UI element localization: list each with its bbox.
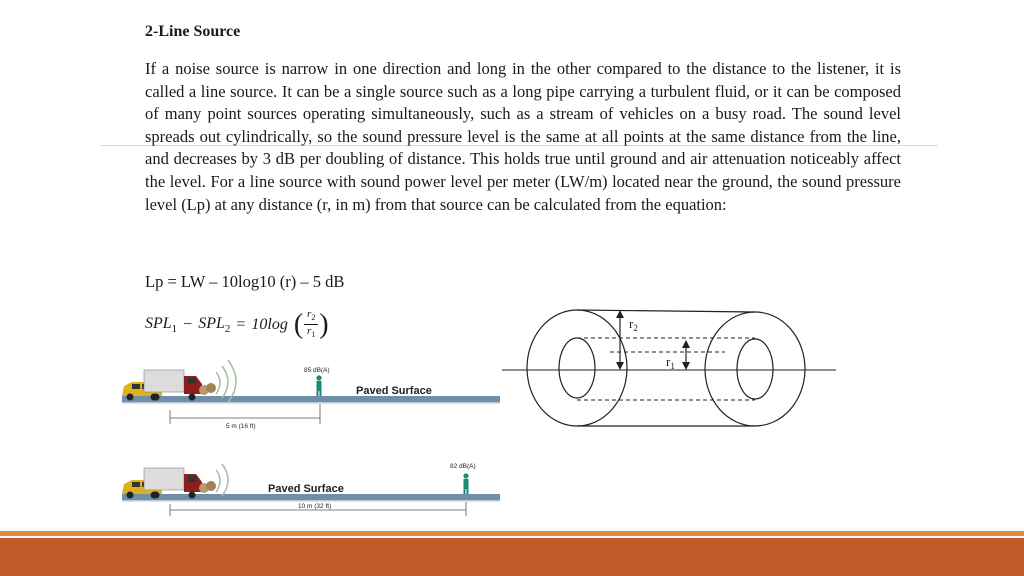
traffic-figure-near [118, 352, 500, 436]
cylinder-left-inner [559, 338, 595, 398]
footer-accent-bar [0, 531, 1024, 536]
distance-label: 5 m (16 ft) [226, 423, 256, 430]
r1-label: $r_1$ [666, 354, 675, 371]
truck-icon [144, 468, 202, 499]
road-surface [122, 396, 500, 402]
line-source-cylinder-diagram [500, 300, 840, 430]
surface-label: Paved Surface [268, 483, 344, 495]
sound-waves-icon [216, 464, 228, 496]
cylinder-right-outer [705, 312, 805, 426]
r2-label: $r_2$ [629, 316, 638, 333]
listener-person-icon [316, 375, 321, 396]
spl-term-1: $SPL_1$ [145, 314, 178, 335]
equals-sign: = [236, 315, 246, 333]
body-paragraph: If a noise source is narrow in one direction and long in the other compared to the distance to the listener, it is called a line source. It can be a single source such as a long pipe carrying a turbulent fluid, or it can be composed of many point sources operating simultaneously, such as a stream of vehicles on a busy road. The sound level spreads out cylindrically, so the sound pressure level is the same at all points at the same distance from the line, and decreases by 3 dB per doubling of distance. This holds true until ground and air attenuation noticeably affect the level. For a line source with sound power level per meter (LW/m) located near the ground, the sound pressure level (Lp) at any distance (r, in m) from that source can be calculated from the equation: [145, 59, 901, 214]
cylinder-left-outer [527, 310, 627, 426]
equation-lp: Lp = LW – 10log10 (r) – 5 dB [145, 272, 345, 291]
distance-dimension [170, 404, 320, 424]
section-heading: 2-Line Source [145, 23, 241, 40]
traffic-figure-far [118, 450, 500, 518]
level-label: 85 dB(A) [304, 367, 330, 374]
surface-label: Paved Surface [356, 385, 432, 397]
footer-bar [0, 538, 1024, 576]
listener-person-icon [463, 473, 468, 494]
level-label: 82 dB(A) [450, 463, 476, 470]
minus-sign: − [183, 315, 193, 333]
spl-term-2: $SPL_2$ [198, 314, 231, 335]
distance-label: 10 m (32 ft) [298, 503, 332, 510]
sound-waves-icon [216, 360, 236, 402]
fraction-denominator: $r_1$ [307, 325, 316, 340]
truck-icon [144, 370, 202, 401]
ratio-fraction: ( $\frac{r_2}{r_1}$ ) [293, 308, 329, 340]
log-coefficient: 10log [251, 315, 288, 333]
cylinder-right-inner [737, 339, 773, 399]
equation-spl [145, 308, 329, 341]
fraction-numerator: $r_2$ [307, 308, 316, 323]
